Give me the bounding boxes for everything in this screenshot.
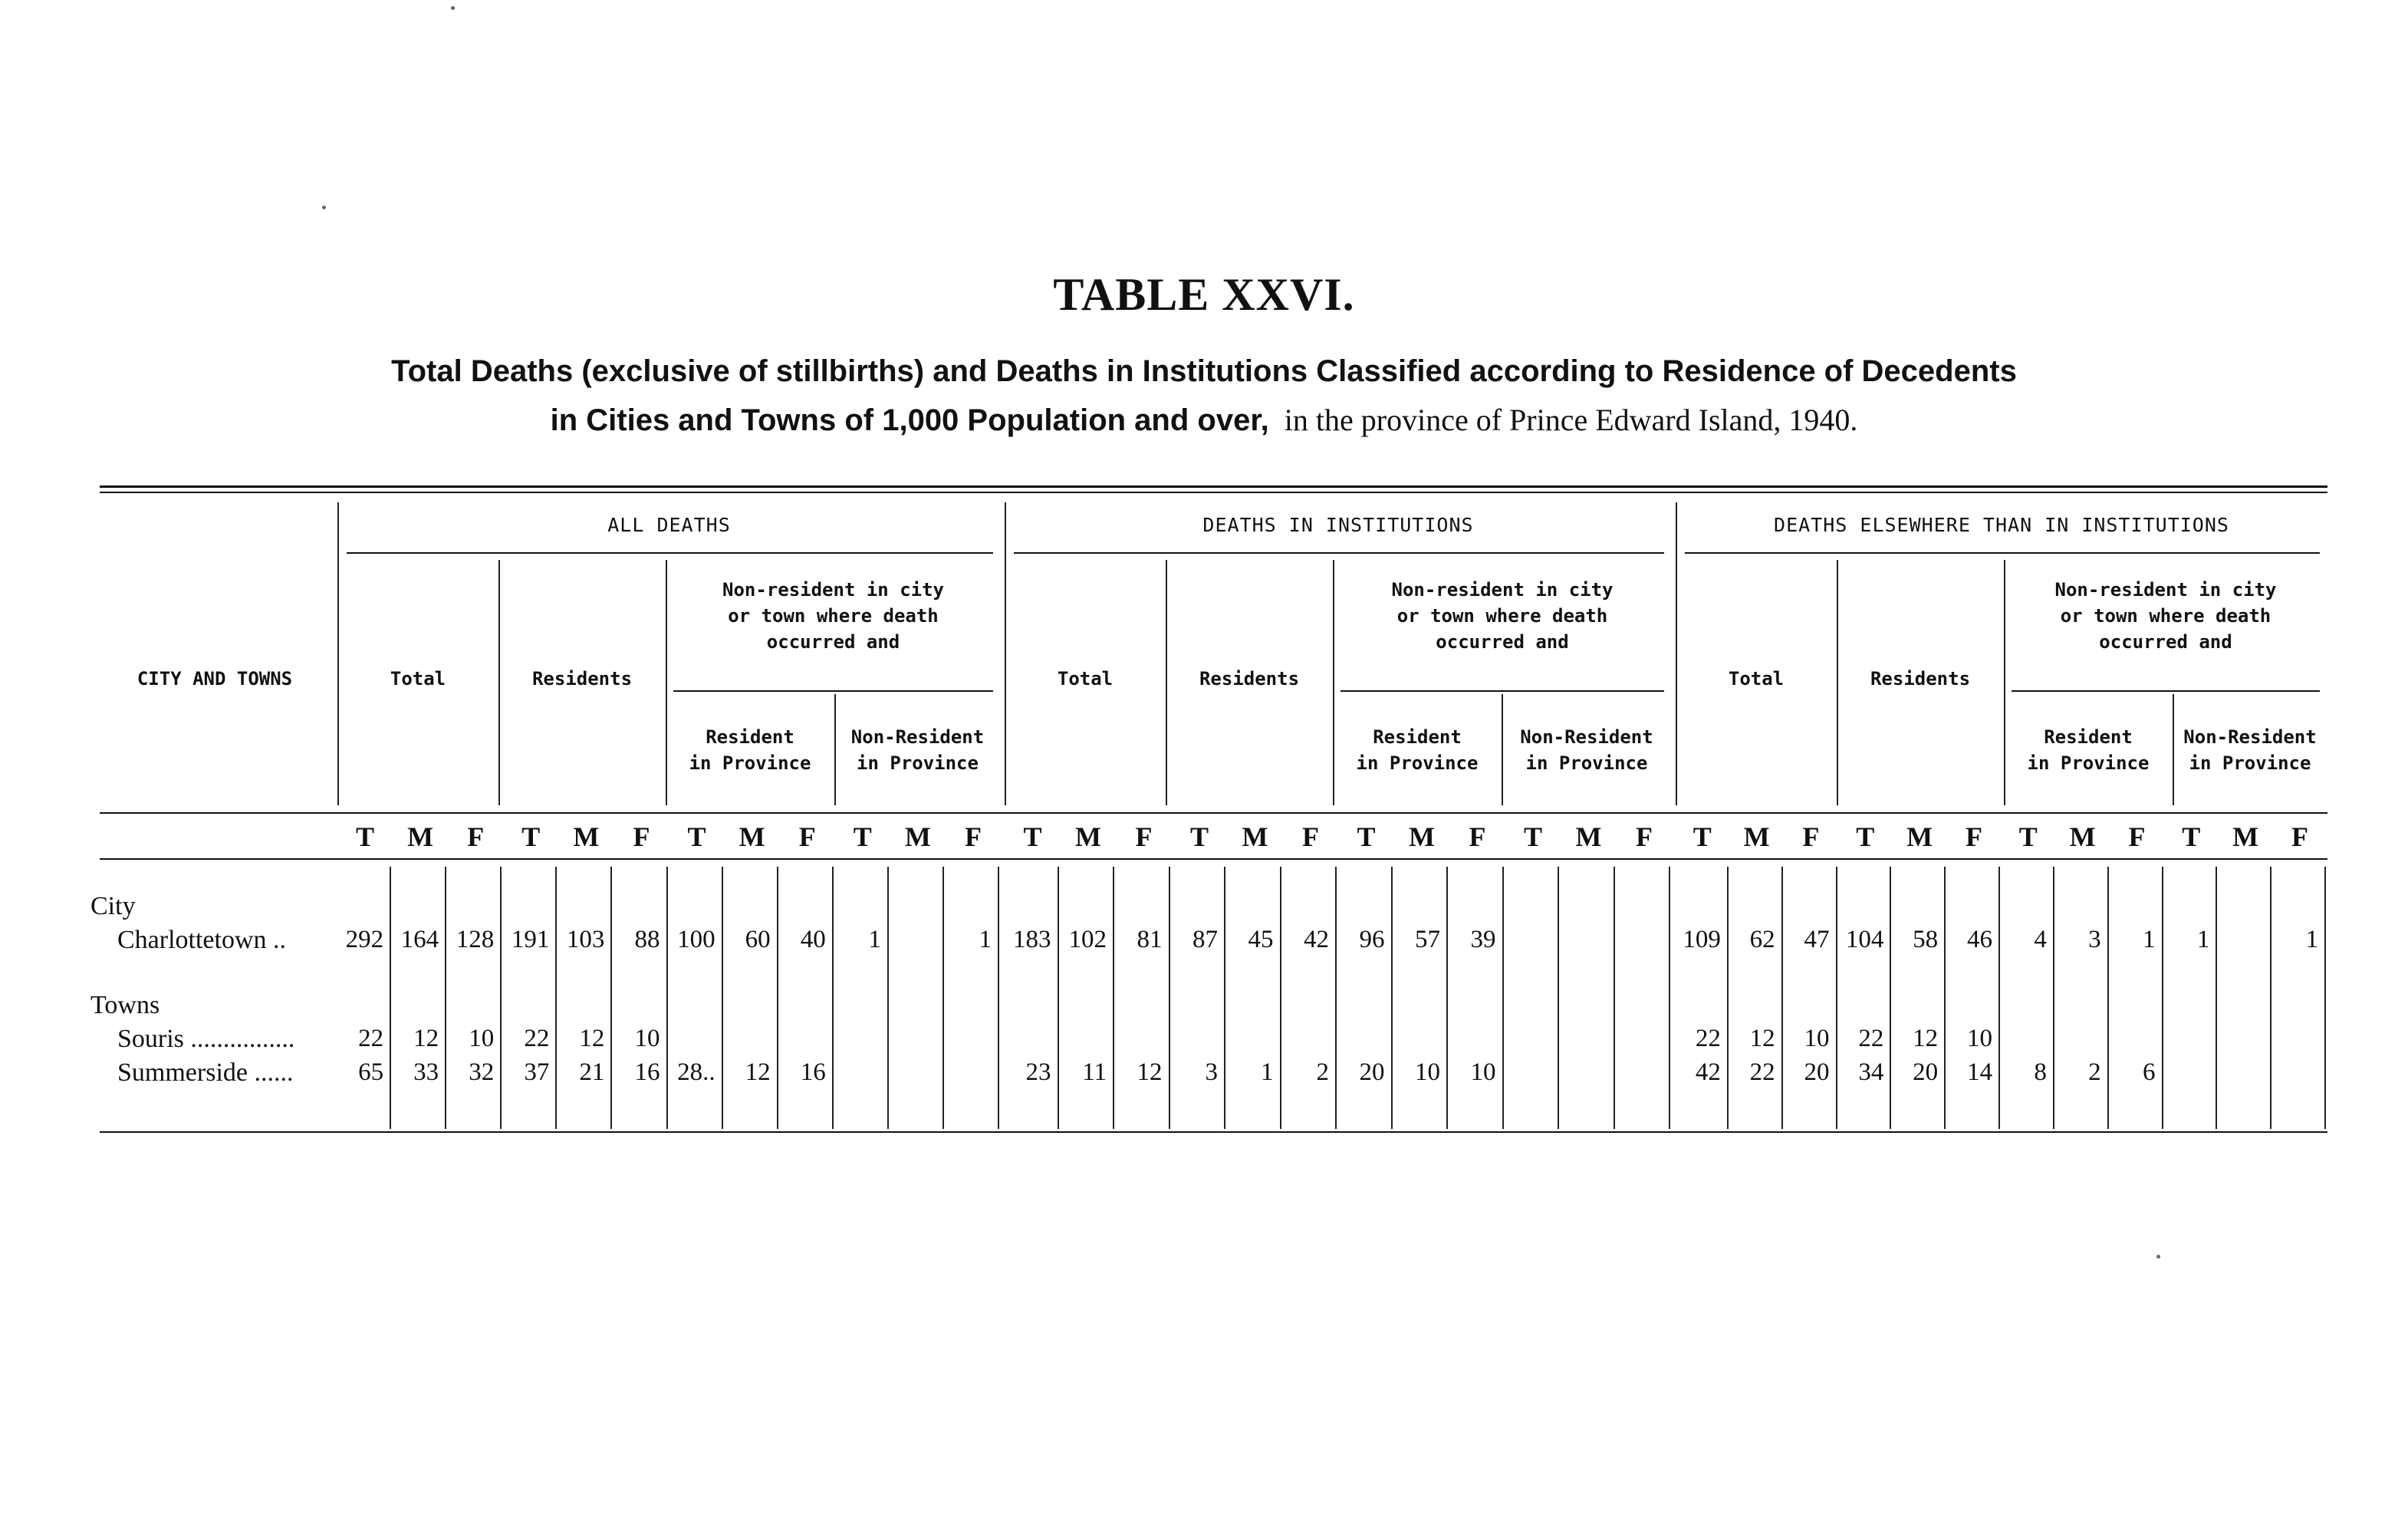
data-column-rule	[390, 867, 391, 1129]
data-cell: 42	[1304, 926, 1329, 953]
data-cell: 20	[1913, 1058, 1939, 1086]
data-cell: 164	[400, 926, 439, 953]
tmf-header: T	[1023, 821, 1042, 852]
data-cell: 20	[1359, 1058, 1385, 1086]
data-cell: 14	[1967, 1058, 1992, 1086]
tmf-header: T	[1856, 821, 1875, 852]
data-cell: 3	[2088, 926, 2101, 953]
data-cell: 96	[1359, 926, 1385, 953]
data-cell: 2	[2088, 1058, 2101, 1086]
data-column-rule	[1781, 867, 1783, 1129]
non-resident-in-province-header: Non-Resident in Province	[2183, 726, 2317, 774]
tmf-header: M	[2232, 821, 2259, 852]
data-cell: 1	[868, 926, 881, 953]
data-cell: 10	[1470, 1058, 1496, 1086]
data-cell: 10	[469, 1025, 495, 1052]
data-column-rule	[445, 867, 446, 1129]
data-cell: 22	[1858, 1025, 1884, 1052]
data-column-rule	[1335, 867, 1337, 1129]
tmf-bottom-rule	[100, 858, 2327, 860]
data-cell: 10	[634, 1025, 660, 1052]
data-cell: 1	[2305, 926, 2318, 953]
data-column-rule	[1446, 867, 1448, 1129]
data-column-rule	[2162, 867, 2163, 1129]
data-column-rule	[777, 867, 778, 1129]
tmf-header: F	[1965, 821, 1982, 852]
tmf-header: F	[1635, 821, 1653, 852]
data-column-rule	[555, 867, 557, 1129]
data-cell: 100	[677, 926, 715, 953]
tmf-header: F	[1135, 821, 1153, 852]
data-cell: 1	[2196, 926, 2210, 953]
data-cell: 42	[1695, 1058, 1721, 1086]
tmf-header: M	[904, 821, 931, 852]
data-cell: 183	[1013, 926, 1051, 953]
data-cell: 39	[1470, 926, 1496, 953]
tmf-header: F	[2128, 821, 2146, 852]
data-cell: 23	[1025, 1058, 1051, 1086]
data-column-rule	[942, 867, 944, 1129]
data-cell: 28..	[677, 1058, 715, 1086]
scan-speck	[322, 206, 326, 209]
scan-speck	[2156, 1255, 2160, 1259]
data-column-rule	[1998, 867, 2000, 1129]
resident-in-province-header: Resident in Province	[689, 726, 811, 774]
group-header-rule	[1014, 552, 1664, 554]
stub-header: CITY AND TOWNS	[137, 668, 293, 690]
data-cell: 22	[1749, 1058, 1775, 1086]
data-cell: 87	[1192, 926, 1218, 953]
non-resident-in-province-header: Non-Resident in Province	[850, 726, 985, 774]
data-column-rule	[2324, 867, 2326, 1129]
data-cell: 11	[1082, 1058, 1107, 1086]
data-cell: 1	[1261, 1058, 1274, 1086]
scan-speck	[451, 6, 455, 10]
data-cell: 22	[524, 1025, 550, 1052]
subtitle-line2-plain: in the province of Prince Edward Island, 1940.	[1268, 403, 1858, 437]
data-column-rule	[1727, 867, 1729, 1129]
data-column-rule	[1614, 867, 1615, 1129]
tmf-header: F	[1469, 821, 1486, 852]
data-cell: 12	[1749, 1025, 1775, 1052]
data-cell: 10	[1804, 1025, 1830, 1052]
data-cell: 62	[1749, 926, 1775, 953]
total-header: Total	[1728, 668, 1785, 690]
data-column-rule	[1669, 867, 1670, 1129]
data-cell: 3	[1205, 1058, 1218, 1086]
data-cell: 10	[1967, 1025, 1992, 1052]
table-subtitle-line1: Total Deaths (exclusive of stillbirths) and Deaths in Institutions Classified according to Residence of Decedents	[391, 354, 2017, 388]
tmf-header: T	[521, 821, 541, 852]
section-label-towns: Towns	[90, 991, 160, 1019]
data-column-rule	[2107, 867, 2109, 1129]
data-cell: 81	[1137, 926, 1163, 953]
data-cell: 47	[1804, 926, 1830, 953]
data-cell: 57	[1415, 926, 1440, 953]
data-column-rule	[610, 867, 612, 1129]
table-bottom-rule	[100, 1131, 2327, 1133]
data-column-rule	[1280, 867, 1281, 1129]
data-column-rule	[1169, 867, 1170, 1129]
tmf-header: M	[1408, 821, 1435, 852]
table-top-rule-inner	[100, 492, 2327, 493]
data-cell: 20	[1804, 1058, 1830, 1086]
data-cell: 109	[1683, 926, 1721, 953]
data-cell: 22	[1695, 1025, 1721, 1052]
data-cell: 33	[413, 1058, 439, 1086]
data-cell: 191	[511, 926, 550, 953]
data-column-rule	[1558, 867, 1559, 1129]
tmf-header: T	[1693, 821, 1712, 852]
group-header: DEATHS ELSEWHERE THAN IN INSTITUTIONS	[1774, 514, 2229, 536]
data-column-rule	[1890, 867, 1891, 1129]
data-column-rule	[998, 867, 999, 1129]
data-cell: 16	[800, 1058, 826, 1086]
group-header-rule	[1685, 552, 2320, 554]
data-cell: 46	[1967, 926, 1992, 953]
data-cell: 8	[2034, 1058, 2047, 1086]
data-cell: 32	[469, 1058, 495, 1086]
data-column-rule	[2053, 867, 2054, 1129]
non-resident-rule	[2012, 690, 2320, 692]
data-cell: 1	[979, 926, 992, 953]
data-cell: 88	[634, 926, 660, 953]
group-header: DEATHS IN INSTITUTIONS	[1202, 514, 1474, 536]
data-cell: 45	[1248, 926, 1274, 953]
data-column-rule	[2216, 867, 2217, 1129]
tmf-header: M	[2069, 821, 2096, 852]
table-top-rule	[100, 485, 2327, 488]
data-cell: 21	[579, 1058, 605, 1086]
data-cell: 103	[566, 926, 605, 953]
data-cell: 34	[1858, 1058, 1884, 1086]
table-subtitle-line2	[0, 402, 2408, 438]
tmf-header: F	[1301, 821, 1319, 852]
data-column-rule	[1058, 867, 1059, 1129]
resident-in-province-header: Resident in Province	[1356, 726, 1479, 774]
tmf-header: M	[1575, 821, 1602, 852]
tmf-header: F	[467, 821, 485, 852]
residents-header: Residents	[1870, 668, 1971, 690]
tmf-header: F	[2291, 821, 2308, 852]
non-resident-in-province-header: Non-Resident in Province	[1520, 726, 1653, 774]
data-column-rule	[666, 867, 668, 1129]
non-resident-header: Non-resident in city or town where death occurred and	[1391, 579, 1614, 653]
tmf-header: M	[1242, 821, 1268, 852]
resident-in-province-header: Resident in Province	[2027, 726, 2150, 774]
data-cell: 12	[413, 1025, 439, 1052]
group-divider	[1005, 502, 1006, 805]
data-cell: 58	[1913, 926, 1939, 953]
data-column-rule	[1224, 867, 1225, 1129]
tmf-header: T	[687, 821, 706, 852]
residents-header: Residents	[1199, 668, 1300, 690]
row-label: Souris ................	[117, 1025, 295, 1053]
data-cell: 292	[345, 926, 384, 953]
data-cell: 40	[800, 926, 826, 953]
data-column-rule	[1502, 867, 1504, 1129]
data-cell: 6	[2143, 1058, 2156, 1086]
total-header: Total	[390, 668, 446, 690]
data-cell: 10	[1415, 1058, 1440, 1086]
subtitle-line2-bold: in Cities and Towns of 1,000 Population and over,	[550, 403, 1269, 437]
tmf-header: T	[853, 821, 872, 852]
table-title: TABLE XXVI.	[1053, 269, 1355, 320]
data-cell: 104	[1845, 926, 1884, 953]
tmf-header: F	[964, 821, 982, 852]
tmf-header: M	[1906, 821, 1933, 852]
row-label: Charlottetown ..	[117, 926, 287, 954]
data-column-rule	[500, 867, 502, 1129]
data-cell: 12	[745, 1058, 771, 1086]
data-column-rule	[1113, 867, 1114, 1129]
tmf-header: T	[1357, 821, 1376, 852]
non-resident-rule	[1341, 690, 1664, 692]
group-header-rule	[347, 552, 993, 554]
data-cell: 65	[358, 1058, 384, 1086]
row-label: Summerside ......	[117, 1058, 294, 1087]
data-cell: 128	[456, 926, 495, 953]
data-column-rule	[832, 867, 834, 1129]
data-cell: 102	[1068, 926, 1107, 953]
data-cell: 22	[358, 1025, 384, 1052]
group-divider	[337, 502, 339, 805]
total-header: Total	[1057, 668, 1114, 690]
tmf-header: F	[633, 821, 650, 852]
tmf-header: T	[2018, 821, 2038, 852]
data-cell: 37	[524, 1058, 550, 1086]
data-cell: 12	[1913, 1025, 1939, 1052]
tmf-header: M	[407, 821, 434, 852]
non-resident-rule	[673, 690, 993, 692]
tmf-header: M	[1743, 821, 1770, 852]
non-resident-header: Non-resident in city or town where death occurred and	[2054, 579, 2277, 653]
group-divider	[1676, 502, 1677, 805]
tmf-header: T	[1523, 821, 1542, 852]
tmf-header: M	[739, 821, 765, 852]
data-column-rule	[2270, 867, 2271, 1129]
data-cell: 12	[579, 1025, 605, 1052]
tmf-header: M	[573, 821, 600, 852]
non-resident-header: Non-resident in city or town where death occurred and	[722, 579, 944, 653]
data-cell: 2	[1316, 1058, 1329, 1086]
section-label-city: City	[90, 892, 136, 920]
group-header: ALL DEATHS	[607, 514, 731, 536]
data-cell: 60	[745, 926, 771, 953]
tmf-header: T	[2182, 821, 2201, 852]
data-column-rule	[1944, 867, 1946, 1129]
data-cell: 1	[2143, 926, 2156, 953]
data-column-rule	[887, 867, 889, 1129]
tmf-header: T	[356, 821, 375, 852]
data-cell: 16	[634, 1058, 660, 1086]
tmf-header: M	[1074, 821, 1101, 852]
data-column-rule	[722, 867, 723, 1129]
tmf-header: F	[1802, 821, 1820, 852]
tmf-header: F	[798, 821, 816, 852]
data-column-rule	[1836, 867, 1837, 1129]
data-cell: 4	[2034, 926, 2047, 953]
data-cell: 12	[1137, 1058, 1163, 1086]
residents-header: Residents	[531, 668, 633, 690]
tmf-header: T	[1189, 821, 1209, 852]
data-column-rule	[1391, 867, 1393, 1129]
header-bottom-rule	[100, 812, 2327, 814]
